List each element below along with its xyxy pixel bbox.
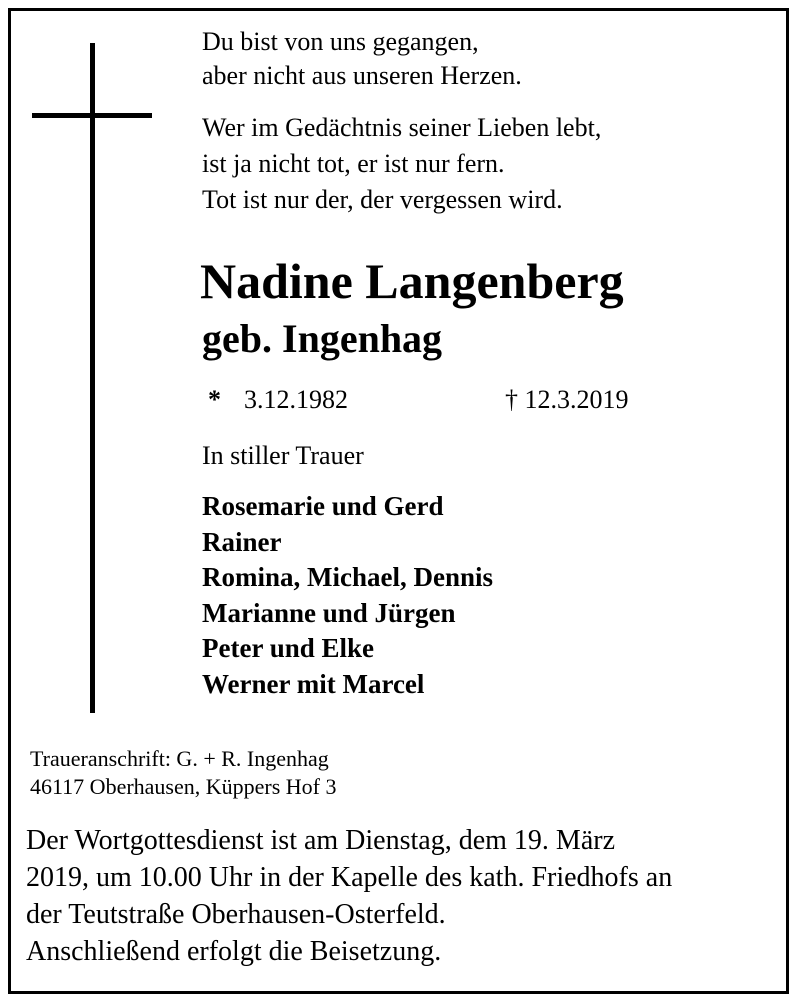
cross-vertical-bar bbox=[90, 43, 95, 713]
mourner-entry: Werner mit Marcel bbox=[202, 668, 425, 699]
service-info bbox=[26, 822, 672, 970]
deceased-maiden-name: geb. Ingenhag bbox=[202, 316, 443, 361]
poem-intro-line: aber nicht aus unseren Herzen. bbox=[202, 61, 522, 90]
cross-horizontal-bar bbox=[32, 113, 152, 118]
mourning-label: In stiller Trauer bbox=[202, 441, 364, 470]
poem-intro bbox=[202, 25, 522, 93]
poem-verse-line: ist ja nicht tot, er ist nur fern. bbox=[202, 149, 505, 178]
service-line: 2019, um 10.00 Uhr in der Kapelle des kath. Friedhofs an bbox=[26, 862, 673, 893]
birth-star-icon: * bbox=[208, 385, 221, 414]
mourner-entry: Rosemarie und Gerd bbox=[202, 491, 444, 521]
mourners-list bbox=[202, 489, 493, 703]
service-line: Der Wortgottesdienst ist am Dienstag, dem 19. März bbox=[26, 825, 615, 856]
death-date: † 12.3.2019 bbox=[505, 385, 629, 414]
mourner-entry: Peter und Elke bbox=[202, 633, 375, 664]
birth-date: 3.12.1982 bbox=[244, 385, 348, 414]
mourner-entry: Romina, Michael, Dennis bbox=[202, 562, 494, 593]
mourner-entry: Marianne und Jürgen bbox=[202, 597, 456, 628]
poem-verse-line: Wer im Gedächtnis seiner Lieben lebt, bbox=[202, 113, 602, 142]
poem-intro-line: Du bist von uns gegangen, bbox=[202, 27, 479, 56]
address-line: Traueranschrift: G. + R. Ingenhag bbox=[30, 746, 329, 771]
mourning-address bbox=[30, 745, 337, 801]
mourner-entry: Rainer bbox=[202, 526, 282, 557]
address-line: 46117 Oberhausen, Küppers Hof 3 bbox=[30, 774, 337, 799]
service-line: Anschließend erfolgt die Beisetzung. bbox=[26, 936, 442, 967]
deceased-name: Nadine Langenberg bbox=[200, 253, 624, 309]
poem-verse-line: Tot ist nur der, der vergessen wird. bbox=[202, 185, 563, 214]
service-line: der Teutstraße Oberhausen-Osterfeld. bbox=[26, 899, 446, 930]
poem-verse bbox=[202, 110, 601, 218]
